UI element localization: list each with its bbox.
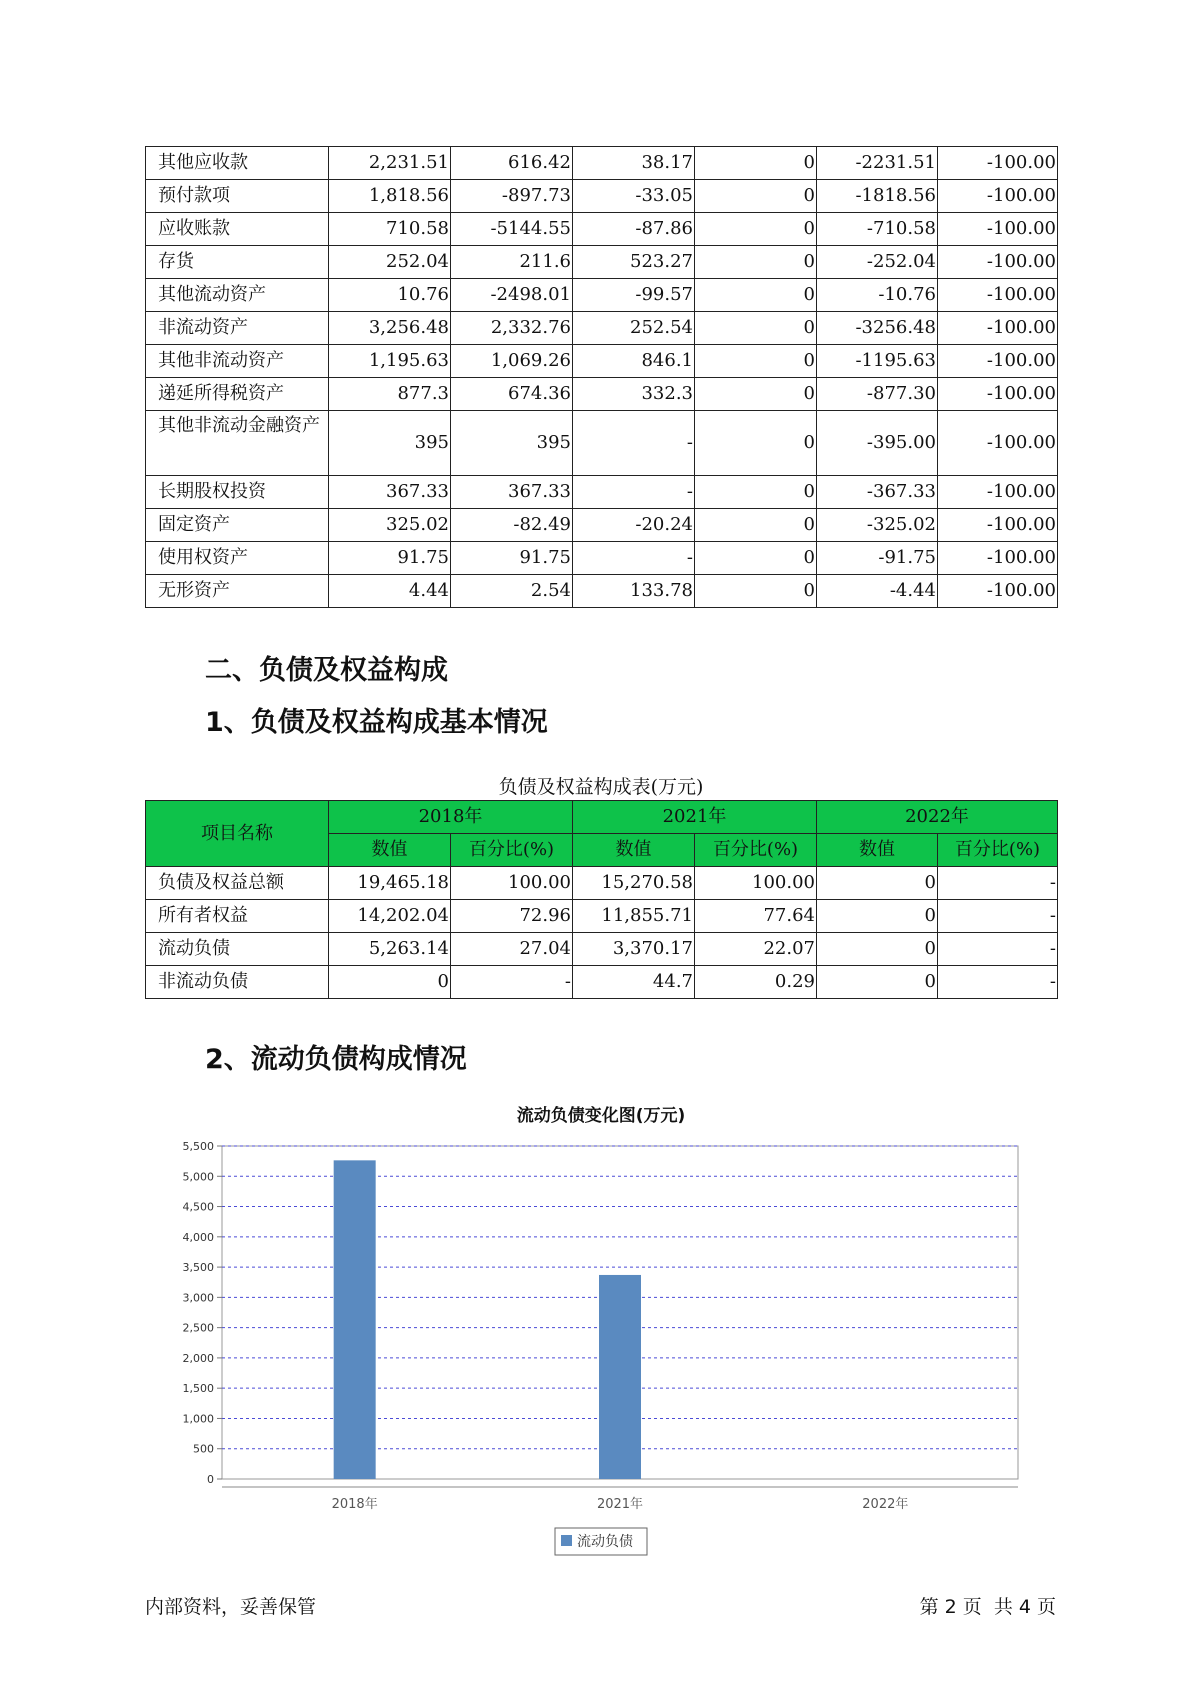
row-label: 固定资产 bbox=[146, 509, 329, 542]
item-name-header: 项目名称 bbox=[146, 801, 329, 867]
cell-value: -367.33 bbox=[817, 476, 938, 509]
cell-value: 22.07 bbox=[695, 933, 817, 966]
year-header-2022: 2022年 bbox=[817, 801, 1058, 834]
y-tick-label: 2,500 bbox=[182, 1321, 214, 1335]
bar-1 bbox=[334, 1160, 376, 1479]
cell-value: - bbox=[573, 476, 695, 509]
cell-value: -99.57 bbox=[573, 279, 695, 312]
table-row bbox=[146, 933, 1058, 966]
cell-value: -897.73 bbox=[451, 180, 573, 213]
cell-value: - bbox=[573, 411, 695, 476]
cell-value: 0 bbox=[695, 312, 817, 345]
row-label: 非流动资产 bbox=[146, 312, 329, 345]
y-tick-label: 2,000 bbox=[182, 1351, 214, 1365]
cell-value: -5144.55 bbox=[451, 213, 573, 246]
cell-value: -100.00 bbox=[938, 147, 1058, 180]
table-row bbox=[146, 575, 1058, 608]
table-row bbox=[146, 246, 1058, 279]
cell-value: 38.17 bbox=[573, 147, 695, 180]
cell-value: - bbox=[938, 900, 1058, 933]
year-header-2021: 2021年 bbox=[573, 801, 817, 834]
table-row bbox=[146, 378, 1058, 411]
cell-value: 367.33 bbox=[451, 476, 573, 509]
x-tick-label: 2018年 bbox=[331, 1497, 378, 1512]
cell-value: -100.00 bbox=[938, 542, 1058, 575]
row-label: 其他流动资产 bbox=[146, 279, 329, 312]
value-header: 数值 bbox=[573, 834, 695, 867]
cell-value: 15,270.58 bbox=[573, 867, 695, 900]
cell-value: -100.00 bbox=[938, 312, 1058, 345]
legend-label: 流动负债 bbox=[577, 1534, 633, 1550]
cell-value: -100.00 bbox=[938, 345, 1058, 378]
table-row bbox=[146, 213, 1058, 246]
value-header: 数值 bbox=[817, 834, 938, 867]
cell-value: 0 bbox=[695, 509, 817, 542]
y-tick-label: 4,000 bbox=[182, 1230, 214, 1244]
subsection-title-1: 1、负债及权益构成基本情况 bbox=[205, 707, 548, 738]
cell-value: 2,231.51 bbox=[329, 147, 451, 180]
y-tick-label: 1,000 bbox=[182, 1412, 214, 1426]
cell-value: -1195.63 bbox=[817, 345, 938, 378]
cell-value: 1,195.63 bbox=[329, 345, 451, 378]
cell-value: -100.00 bbox=[938, 411, 1058, 476]
cell-value: -877.30 bbox=[817, 378, 938, 411]
row-label: 存货 bbox=[146, 246, 329, 279]
cell-value: -100.00 bbox=[938, 509, 1058, 542]
table-row bbox=[146, 542, 1058, 575]
y-tick-label: 5,500 bbox=[182, 1140, 214, 1153]
cell-value: 10.76 bbox=[329, 279, 451, 312]
cell-value: -3256.48 bbox=[817, 312, 938, 345]
subsection-title-2: 2、流动负债构成情况 bbox=[205, 1044, 467, 1075]
cell-value: 0 bbox=[695, 542, 817, 575]
row-label: 应收账款 bbox=[146, 213, 329, 246]
cell-value: -1818.56 bbox=[817, 180, 938, 213]
cell-value: -100.00 bbox=[938, 279, 1058, 312]
row-label: 无形资产 bbox=[146, 575, 329, 608]
row-label: 使用权资产 bbox=[146, 542, 329, 575]
table-row bbox=[146, 476, 1058, 509]
cell-value: -2498.01 bbox=[451, 279, 573, 312]
cell-value: 100.00 bbox=[695, 867, 817, 900]
cell-value: 395 bbox=[329, 411, 451, 476]
bar-2 bbox=[599, 1275, 641, 1479]
table-row bbox=[146, 147, 1058, 180]
cell-value: -252.04 bbox=[817, 246, 938, 279]
cell-value: 0 bbox=[817, 900, 938, 933]
cell-value: 0.29 bbox=[695, 966, 817, 999]
section-title: 二、负债及权益构成 bbox=[205, 655, 448, 686]
cell-value: 4.44 bbox=[329, 575, 451, 608]
cell-value: 0 bbox=[817, 867, 938, 900]
cell-value: 0 bbox=[695, 279, 817, 312]
cell-value: 133.78 bbox=[573, 575, 695, 608]
cell-value: - bbox=[573, 542, 695, 575]
row-label: 流动负债 bbox=[146, 933, 329, 966]
cell-value: 0 bbox=[695, 345, 817, 378]
cell-value: - bbox=[451, 966, 573, 999]
row-label: 负债及权益总额 bbox=[146, 867, 329, 900]
x-tick-label: 2021年 bbox=[596, 1497, 644, 1512]
cell-value: -100.00 bbox=[938, 180, 1058, 213]
cell-value: - bbox=[938, 933, 1058, 966]
legend-swatch bbox=[561, 1535, 572, 1546]
cell-value: 19,465.18 bbox=[329, 867, 451, 900]
cell-value: 0 bbox=[695, 411, 817, 476]
row-label: 非流动负债 bbox=[146, 966, 329, 999]
table-row bbox=[146, 966, 1058, 999]
row-label: 预付款项 bbox=[146, 180, 329, 213]
cell-value: 0 bbox=[695, 246, 817, 279]
cell-value: 0 bbox=[695, 575, 817, 608]
cell-value: -710.58 bbox=[817, 213, 938, 246]
cell-value: 710.58 bbox=[329, 213, 451, 246]
cell-value: 0 bbox=[329, 966, 451, 999]
cell-value: -100.00 bbox=[938, 378, 1058, 411]
cell-value: -20.24 bbox=[573, 509, 695, 542]
cell-value: 44.7 bbox=[573, 966, 695, 999]
table-row bbox=[146, 180, 1058, 213]
cell-value: 616.42 bbox=[451, 147, 573, 180]
liability-equity-table bbox=[145, 800, 1058, 999]
y-tick-label: 3,500 bbox=[182, 1261, 214, 1275]
cell-value: 27.04 bbox=[451, 933, 573, 966]
cell-value: 100.00 bbox=[451, 867, 573, 900]
cell-value: -100.00 bbox=[938, 246, 1058, 279]
y-tick-label: 5,000 bbox=[182, 1170, 214, 1184]
cell-value: 395 bbox=[451, 411, 573, 476]
cell-value: -100.00 bbox=[938, 476, 1058, 509]
cell-value: 877.3 bbox=[329, 378, 451, 411]
cell-value: 0 bbox=[695, 180, 817, 213]
cell-value: -33.05 bbox=[573, 180, 695, 213]
row-label: 其他非流动资产 bbox=[146, 345, 329, 378]
cell-value: 367.33 bbox=[329, 476, 451, 509]
table-caption: 负债及权益构成表(万元) bbox=[498, 776, 704, 798]
table-row bbox=[146, 279, 1058, 312]
row-label: 其他应收款 bbox=[146, 147, 329, 180]
cell-value: 2.54 bbox=[451, 575, 573, 608]
row-label: 长期股权投资 bbox=[146, 476, 329, 509]
percent-header: 百分比(%) bbox=[451, 834, 573, 867]
cell-value: -87.86 bbox=[573, 213, 695, 246]
table-row bbox=[146, 345, 1058, 378]
cell-value: -4.44 bbox=[817, 575, 938, 608]
table-row bbox=[146, 509, 1058, 542]
cell-value: 3,370.17 bbox=[573, 933, 695, 966]
cell-value: -100.00 bbox=[938, 575, 1058, 608]
cell-value: 0 bbox=[695, 147, 817, 180]
cell-value: 5,263.14 bbox=[329, 933, 451, 966]
cell-value: 72.96 bbox=[451, 900, 573, 933]
cell-value: 1,818.56 bbox=[329, 180, 451, 213]
y-tick-label: 3,000 bbox=[182, 1291, 214, 1305]
cell-value: 252.04 bbox=[329, 246, 451, 279]
cell-value: 3,256.48 bbox=[329, 312, 451, 345]
cell-value: -10.76 bbox=[817, 279, 938, 312]
row-label: 其他非流动金融资产 bbox=[146, 411, 329, 476]
y-tick-label: 0 bbox=[207, 1473, 214, 1486]
chart-title: 流动负债变化图(万元) bbox=[516, 1106, 686, 1126]
cell-value: -2231.51 bbox=[817, 147, 938, 180]
y-tick-label: 4,500 bbox=[182, 1200, 214, 1214]
table-row bbox=[146, 900, 1058, 933]
y-tick-label: 500 bbox=[193, 1442, 214, 1456]
row-label: 递延所得税资产 bbox=[146, 378, 329, 411]
cell-value: 91.75 bbox=[329, 542, 451, 575]
table-row bbox=[146, 312, 1058, 345]
cell-value: -325.02 bbox=[817, 509, 938, 542]
footer-confidential-note: 内部资料，妥善保管 bbox=[145, 1596, 317, 1618]
table-row bbox=[146, 867, 1058, 900]
percent-header: 百分比(%) bbox=[695, 834, 817, 867]
cell-value: 211.6 bbox=[451, 246, 573, 279]
table-row bbox=[146, 411, 1058, 476]
cell-value: -100.00 bbox=[938, 213, 1058, 246]
row-label: 所有者权益 bbox=[146, 900, 329, 933]
cell-value: 0 bbox=[695, 476, 817, 509]
cell-value: 14,202.04 bbox=[329, 900, 451, 933]
cell-value: 2,332.76 bbox=[451, 312, 573, 345]
value-header: 数值 bbox=[329, 834, 451, 867]
cell-value: 77.64 bbox=[695, 900, 817, 933]
cell-value: 91.75 bbox=[451, 542, 573, 575]
cell-value: -82.49 bbox=[451, 509, 573, 542]
cell-value: 674.36 bbox=[451, 378, 573, 411]
cell-value: - bbox=[938, 966, 1058, 999]
asset-change-table bbox=[145, 146, 1058, 608]
year-header-2018: 2018年 bbox=[329, 801, 573, 834]
cell-value: 0 bbox=[695, 378, 817, 411]
cell-value: 0 bbox=[695, 213, 817, 246]
cell-value: 0 bbox=[817, 966, 938, 999]
cell-value: -91.75 bbox=[817, 542, 938, 575]
cell-value: 846.1 bbox=[573, 345, 695, 378]
cell-value: -395.00 bbox=[817, 411, 938, 476]
cell-value: 11,855.71 bbox=[573, 900, 695, 933]
cell-value: - bbox=[938, 867, 1058, 900]
y-tick-label: 1,500 bbox=[182, 1382, 214, 1396]
cell-value: 0 bbox=[817, 933, 938, 966]
cell-value: 332.3 bbox=[573, 378, 695, 411]
current-liabilities-chart bbox=[0, 1090, 1191, 1640]
x-tick-label: 2022年 bbox=[862, 1497, 909, 1512]
footer-page-number: 第 2 页 共 4 页 bbox=[919, 1596, 1056, 1618]
cell-value: 252.54 bbox=[573, 312, 695, 345]
cell-value: 325.02 bbox=[329, 509, 451, 542]
cell-value: 1,069.26 bbox=[451, 345, 573, 378]
cell-value: 523.27 bbox=[573, 246, 695, 279]
percent-header: 百分比(%) bbox=[938, 834, 1058, 867]
